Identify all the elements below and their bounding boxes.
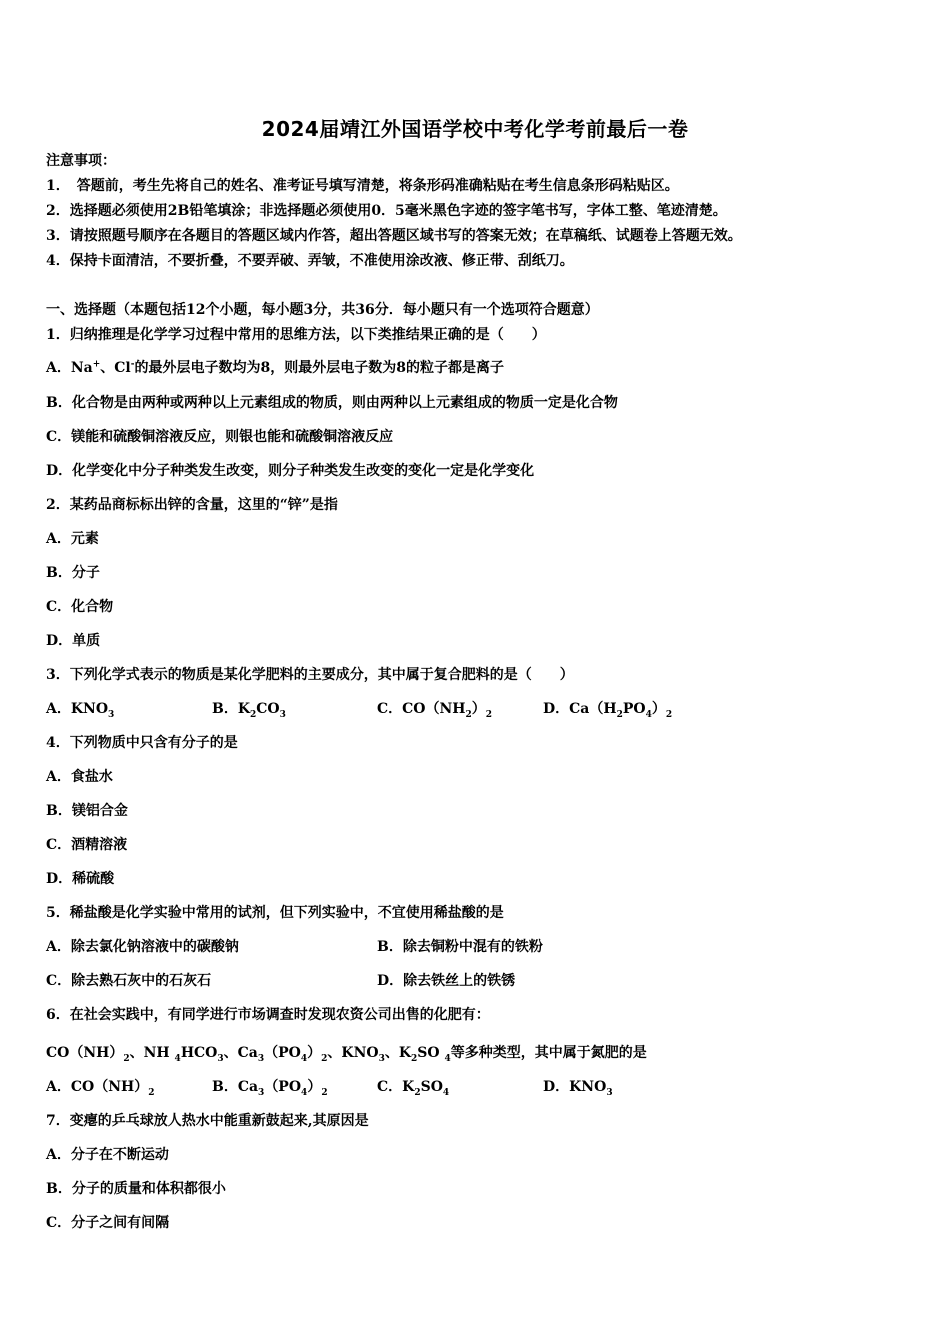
notice-item: 4．保持卡面清洁，不要折叠，不要弄破、弄皱，不准使用涂改液、修正带、刮纸刀。 bbox=[46, 253, 574, 269]
q5-option-c: C．除去熟石灰中的石灰石 bbox=[46, 973, 212, 989]
question-stem-1: 1．归纳推理是化学学习过程中常用的思维方法，以下类推结果正确的是（ ） bbox=[46, 327, 546, 343]
q3-option-b: B．$K_2CO_3$ bbox=[212, 701, 286, 720]
question-stem-3: 3．下列化学式表示的物质是某化学肥料的主要成分，其中属于复合肥料的是（ ） bbox=[46, 667, 574, 683]
notice-item: 1． 答题前，考生先将自己的姓名、准考证号填写清楚，将条形码准确粘贴在考生信息条形码粘贴区。 bbox=[46, 178, 679, 194]
q1-option-c: C．镁能和硫酸铜溶液反应，则银也能和硫酸铜溶液反应 bbox=[46, 429, 394, 445]
q2-option-d: D．单质 bbox=[46, 633, 101, 649]
q6-option-d: D．$KNO_3$ bbox=[543, 1079, 613, 1098]
question-stem-5: 5．稀盐酸是化学实验中常用的试剂，但下列实验中，不宜使用稀盐酸的是 bbox=[46, 905, 504, 921]
question-stem-4: 4．下列物质中只含有分子的是 bbox=[46, 735, 238, 751]
q5-option-b: B．除去铜粉中混有的铁粉 bbox=[377, 939, 543, 955]
section-heading: 一、选择题（本题包括12个小题，每小题3分，共36分．每小题只有一个选项符合题意） bbox=[46, 302, 599, 318]
notice-item: 3．请按照题号顺序在各题目的答题区域内作答，超出答题区域书写的答案无效；在草稿纸、试题卷上答题无效。 bbox=[46, 228, 742, 244]
q7-option-c: C．分子之间有间隔 bbox=[46, 1215, 170, 1231]
q4-option-c: C．酒精溶液 bbox=[46, 837, 128, 853]
q2-option-c: C．化合物 bbox=[46, 599, 114, 615]
question-stem-6: 6．在社会实践中，有同学进行市场调查时发现农资公司出售的化肥有： bbox=[46, 1007, 490, 1023]
q1-option-a: A．Na+、Cl-的最外层电子数均为8，则最外层电子数为8的粒子都是离子 bbox=[46, 359, 504, 376]
q6-option-b: B．$Ca_3(PO_4)_2$ bbox=[212, 1079, 328, 1098]
q1-option-b: B．化合物是由两种或两种以上元素组成的物质，则由两种以上元素组成的物质一定是化合物 bbox=[46, 395, 618, 411]
q6-fertilizer-list: $CO(NH)_2$、NH $_4HCO_3$、$Ca_3(PO_4)_2$、$KNO_3$、$K_2SO$ $_4$等多种类型，其中属于氮肥的是 bbox=[46, 1045, 647, 1064]
q7-option-a: A．分子在不断运动 bbox=[46, 1147, 169, 1163]
q6-option-a: A．$CO(NH)_2$ bbox=[46, 1079, 155, 1098]
q1-option-d: D．化学变化中分子种类发生改变，则分子种类发生改变的变化一定是化学变化 bbox=[46, 463, 535, 479]
q4-option-b: B．镁铝合金 bbox=[46, 803, 128, 819]
q2-option-b: B．分子 bbox=[46, 565, 100, 581]
notice-item: 2．选择题必须使用2B铅笔填涂；非选择题必须使用0．5毫米黑色字迹的签字笔书写，字体工整、笔迹清楚。 bbox=[46, 203, 727, 219]
q4-option-d: D．稀硫酸 bbox=[46, 871, 115, 887]
q6-option-c: C．$K_2SO_4$ bbox=[377, 1079, 450, 1098]
page-title: 2024届靖江外国语学校中考化学考前最后一卷 bbox=[261, 117, 689, 141]
question-stem-2: 2．某药品商标标出锌的含量，这里的“锌”是指 bbox=[46, 497, 338, 513]
q5-option-d: D．除去铁丝上的铁锈 bbox=[377, 973, 516, 989]
question-stem-7: 7．变瘪的乒乓球放人热水中能重新鼓起来,其原因是 bbox=[46, 1113, 369, 1129]
q5-option-a: A．除去氯化钠溶液中的碳酸钠 bbox=[46, 939, 239, 955]
notice-heading: 注意事项： bbox=[46, 153, 116, 169]
q3-option-c: C．$CO(NH_2)_2$ bbox=[377, 701, 493, 720]
q2-option-a: A．元素 bbox=[46, 531, 99, 547]
q4-option-a: A．食盐水 bbox=[46, 769, 113, 785]
q3-option-d: D．$Ca(H_2PO_4)_2$ bbox=[543, 701, 673, 720]
q7-option-b: B．分子的质量和体积都很小 bbox=[46, 1181, 226, 1197]
q3-option-a: A．$KNO_3$ bbox=[46, 701, 115, 720]
